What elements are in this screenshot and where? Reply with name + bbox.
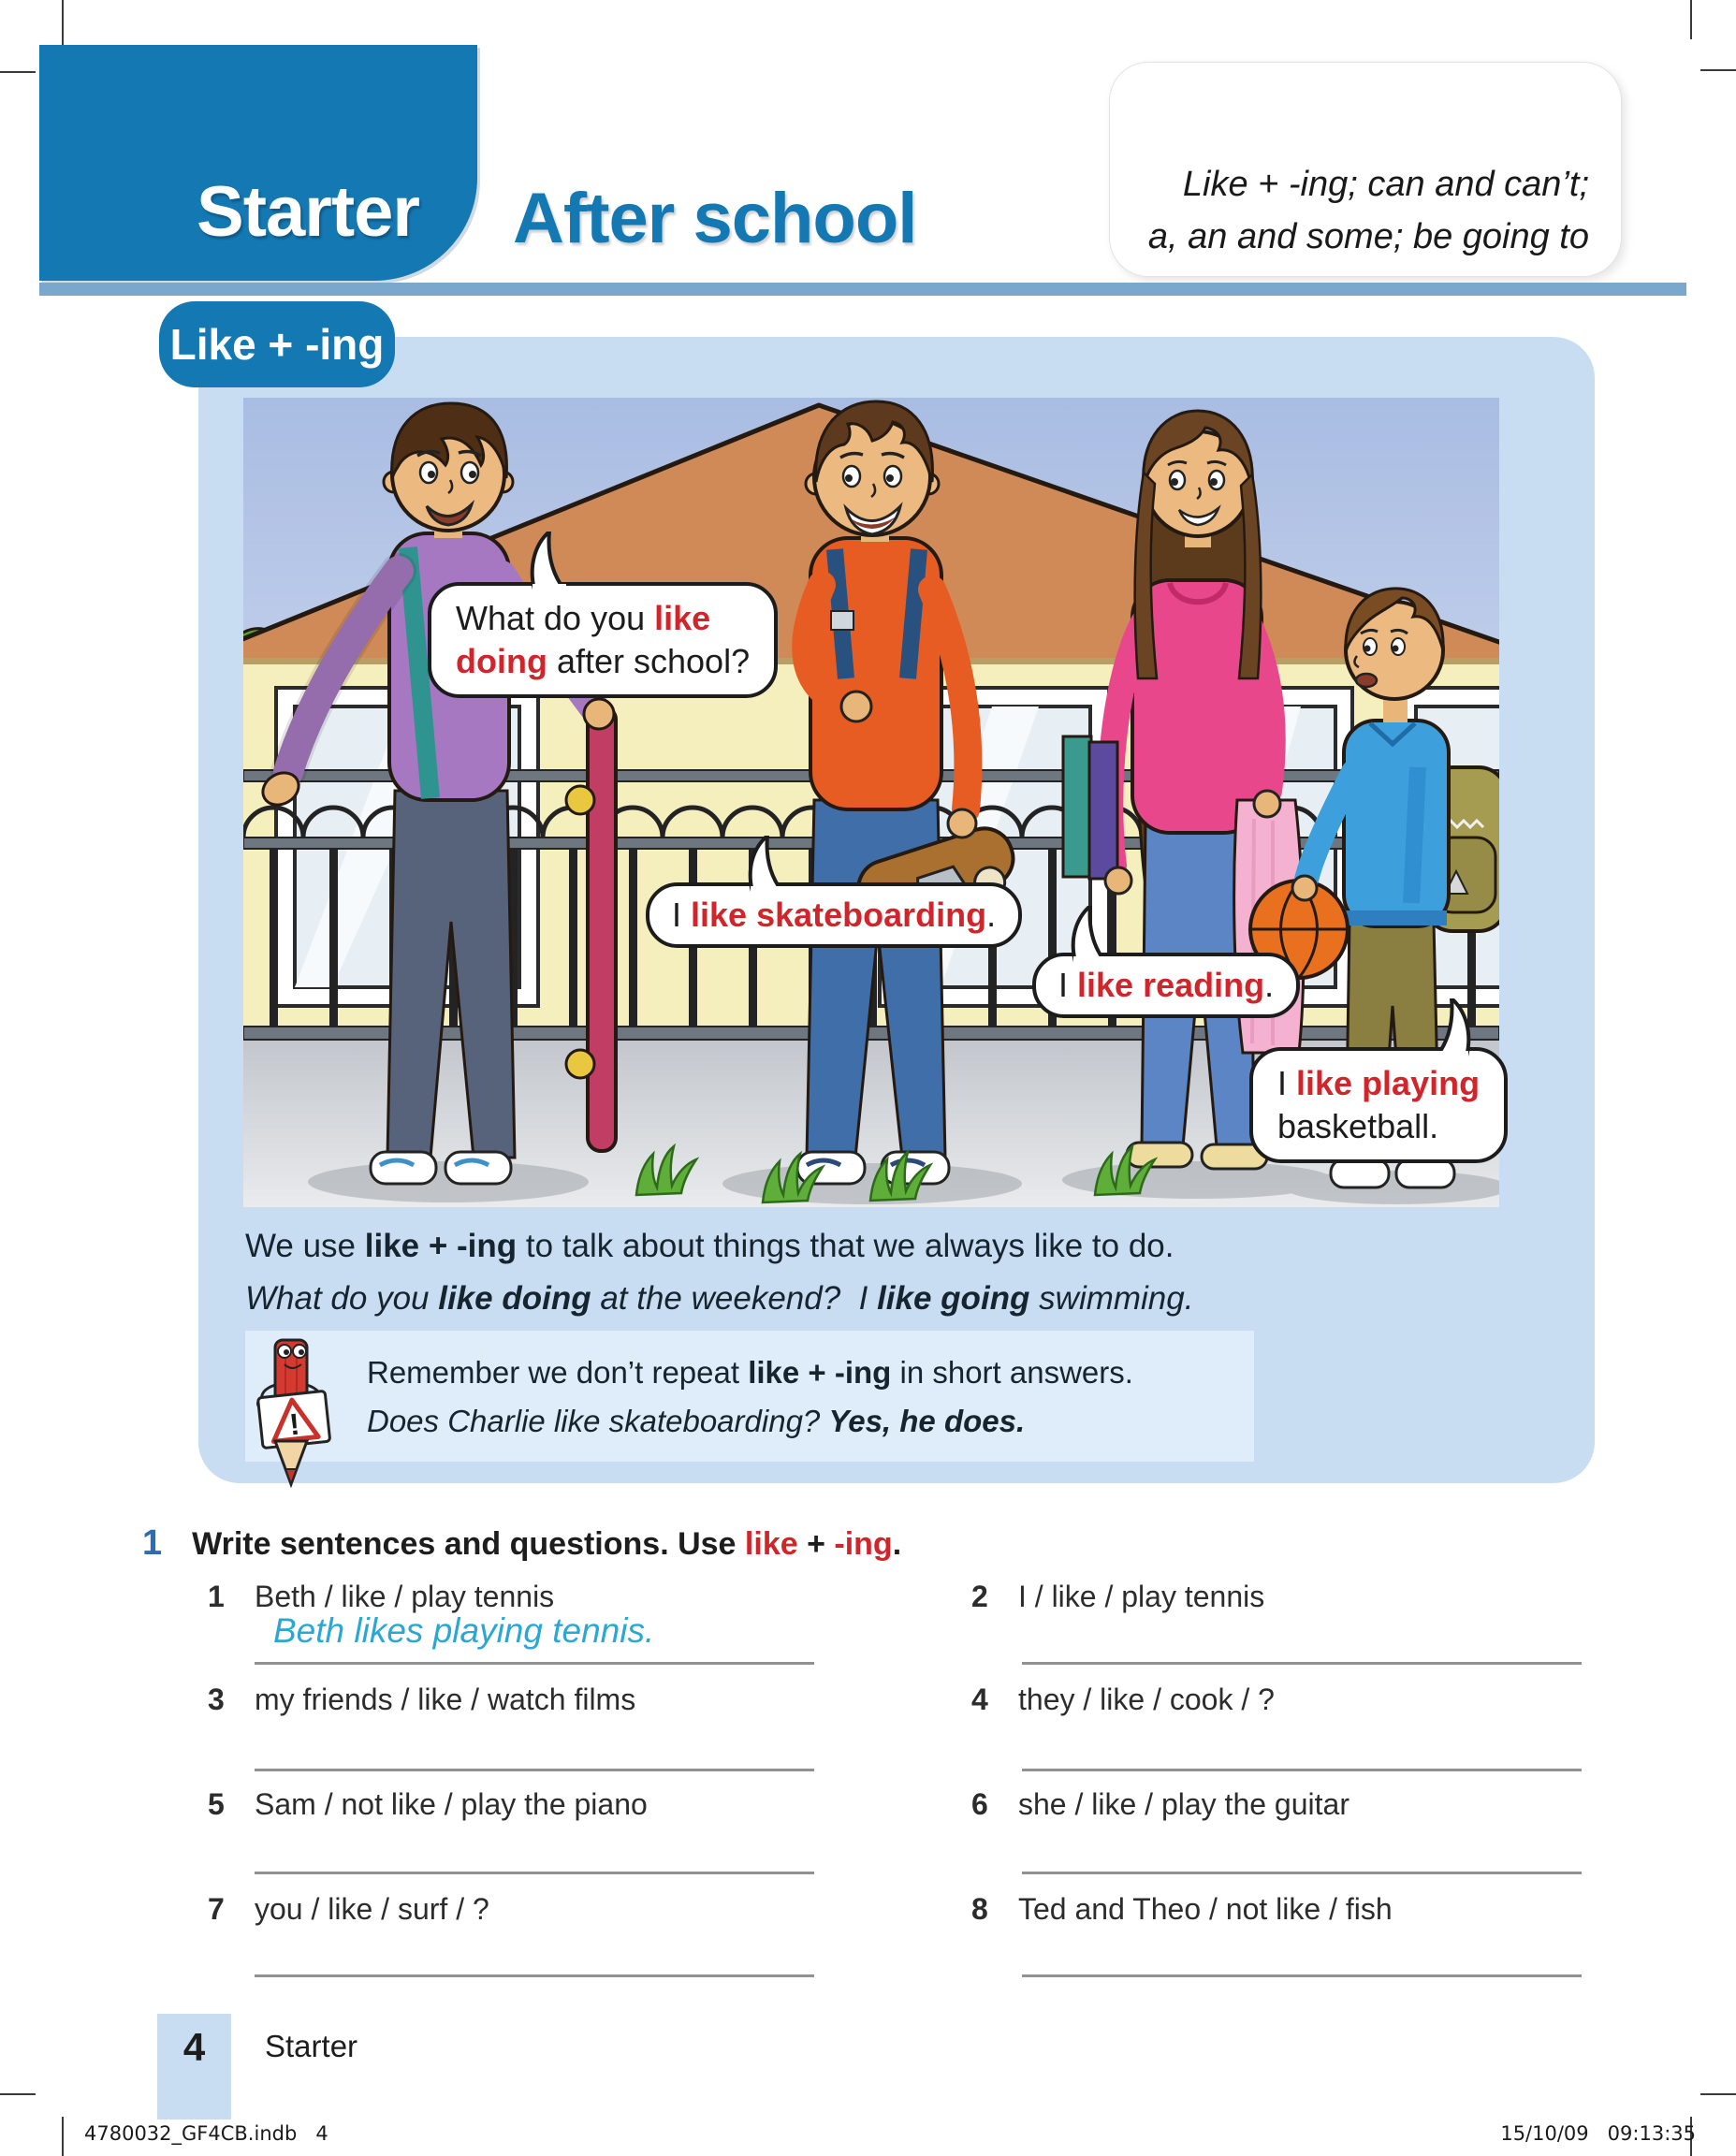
bubble-tail bbox=[1427, 998, 1480, 1056]
item-number: 3 bbox=[208, 1683, 225, 1716]
speech-bubble-boy2 bbox=[646, 882, 1022, 948]
exercise-instructions: Write sentences and questions. Use like + -ing. bbox=[192, 1526, 902, 1562]
bubble-text: What do you like bbox=[456, 599, 711, 637]
section-badge-label: Like + -ing bbox=[169, 320, 385, 369]
crop-mark bbox=[0, 71, 36, 73]
exercise-number: 1 bbox=[142, 1523, 163, 1563]
print-timestamp: 15/10/09 09:13:35 bbox=[1500, 2122, 1696, 2145]
section-badge bbox=[159, 301, 395, 387]
page-number: 4 bbox=[182, 2025, 206, 2069]
remember-box bbox=[245, 1331, 1254, 1462]
item-number: 5 bbox=[208, 1787, 225, 1821]
bubble-tail bbox=[739, 836, 792, 892]
crop-mark bbox=[1700, 2093, 1736, 2095]
item-number: 4 bbox=[971, 1683, 988, 1716]
exercise-item-2 bbox=[971, 1580, 1589, 1614]
item-prompt: Sam / not like / play the piano bbox=[255, 1787, 648, 1821]
exercise-heading bbox=[142, 1523, 901, 1564]
bubble-tail bbox=[1062, 906, 1115, 962]
item-number: 6 bbox=[971, 1787, 988, 1821]
item-prompt: you / like / surf / ? bbox=[255, 1892, 489, 1926]
grammar-example-text: What do you like doing at the weekend? I like going swimming. bbox=[245, 1280, 1194, 1317]
bubble-text: I like reading. bbox=[1058, 966, 1275, 1004]
school-books bbox=[1063, 736, 1117, 879]
item-number: 7 bbox=[208, 1892, 225, 1926]
crop-mark bbox=[0, 2093, 36, 2095]
header-rule bbox=[39, 283, 1686, 296]
item-prompt: she / like / play the guitar bbox=[1018, 1787, 1349, 1821]
svg-text:!: ! bbox=[287, 1406, 301, 1442]
grammar-rule-text: We use like + -ing to talk about things that we always like to do. bbox=[245, 1228, 1174, 1264]
item-number: 8 bbox=[971, 1892, 988, 1926]
unit-label: Starter bbox=[197, 172, 419, 252]
exercise-item-5 bbox=[208, 1787, 825, 1822]
exercise-item-6 bbox=[971, 1787, 1589, 1822]
exercise-item-8 bbox=[971, 1892, 1589, 1927]
written-answer: Beth likes playing tennis. bbox=[273, 1611, 655, 1650]
item-prompt: I / like / play tennis bbox=[1018, 1580, 1265, 1613]
item-prompt: my friends / like / watch films bbox=[255, 1683, 636, 1716]
warning-sign-icon bbox=[257, 1391, 329, 1448]
speech-bubble-girl bbox=[1032, 953, 1300, 1018]
bubble-text: I like skateboarding. bbox=[672, 896, 997, 934]
exercise-item-7 bbox=[208, 1892, 825, 1927]
grammar-summary-line: Like + -ing; can and can’t; bbox=[1182, 165, 1589, 204]
answer-write-line[interactable] bbox=[1022, 1872, 1582, 1874]
exercise-item-1 bbox=[208, 1580, 825, 1614]
unit-tab bbox=[39, 45, 477, 281]
crop-mark bbox=[62, 2117, 64, 2156]
bubble-text: doing after school? bbox=[456, 642, 751, 680]
answer-write-line[interactable] bbox=[255, 1974, 814, 1977]
page-number-strip bbox=[157, 2014, 231, 2120]
page-title: After school bbox=[513, 179, 917, 258]
bubble-text: I like playing bbox=[1277, 1064, 1481, 1102]
item-number: 1 bbox=[208, 1580, 225, 1613]
answer-write-line[interactable] bbox=[1022, 1662, 1582, 1665]
remember-text-line1: Remember we don’t repeat like + -ing in short answers. bbox=[367, 1355, 1133, 1390]
bubble-text: basketball. bbox=[1277, 1107, 1439, 1145]
remember-text-line2: Does Charlie like skateboarding? Yes, he does. bbox=[367, 1404, 1026, 1438]
school-illustration bbox=[243, 398, 1499, 1207]
exercise-item-4 bbox=[971, 1683, 1589, 1717]
speech-bubble-boy1 bbox=[428, 582, 778, 698]
bubble-tail bbox=[521, 532, 574, 590]
answer-write-line[interactable] bbox=[255, 1872, 814, 1874]
answer-write-line[interactable] bbox=[255, 1769, 814, 1771]
footer-section-label: Starter bbox=[265, 2029, 358, 2063]
grammar-summary-card bbox=[1109, 62, 1622, 277]
item-number: 2 bbox=[971, 1580, 988, 1613]
answer-write-line[interactable] bbox=[1022, 1974, 1582, 1977]
speech-bubble-boy3 bbox=[1249, 1047, 1508, 1163]
print-file-info: 4780032_GF4CB.indb 4 bbox=[84, 2122, 328, 2145]
item-prompt: Ted and Theo / not like / fish bbox=[1018, 1892, 1393, 1926]
answer-write-line[interactable] bbox=[1022, 1769, 1582, 1771]
item-prompt: Beth / like / play tennis bbox=[255, 1580, 555, 1613]
crop-mark bbox=[1700, 69, 1736, 71]
item-prompt: they / like / cook / ? bbox=[1018, 1683, 1275, 1716]
exercise-item-3 bbox=[208, 1683, 825, 1717]
pencil-mascot-icon bbox=[251, 1336, 337, 1491]
grammar-summary-line: a, an and some; be going to bbox=[1147, 217, 1589, 256]
crop-mark bbox=[1690, 0, 1692, 39]
answer-write-line[interactable] bbox=[255, 1662, 814, 1665]
